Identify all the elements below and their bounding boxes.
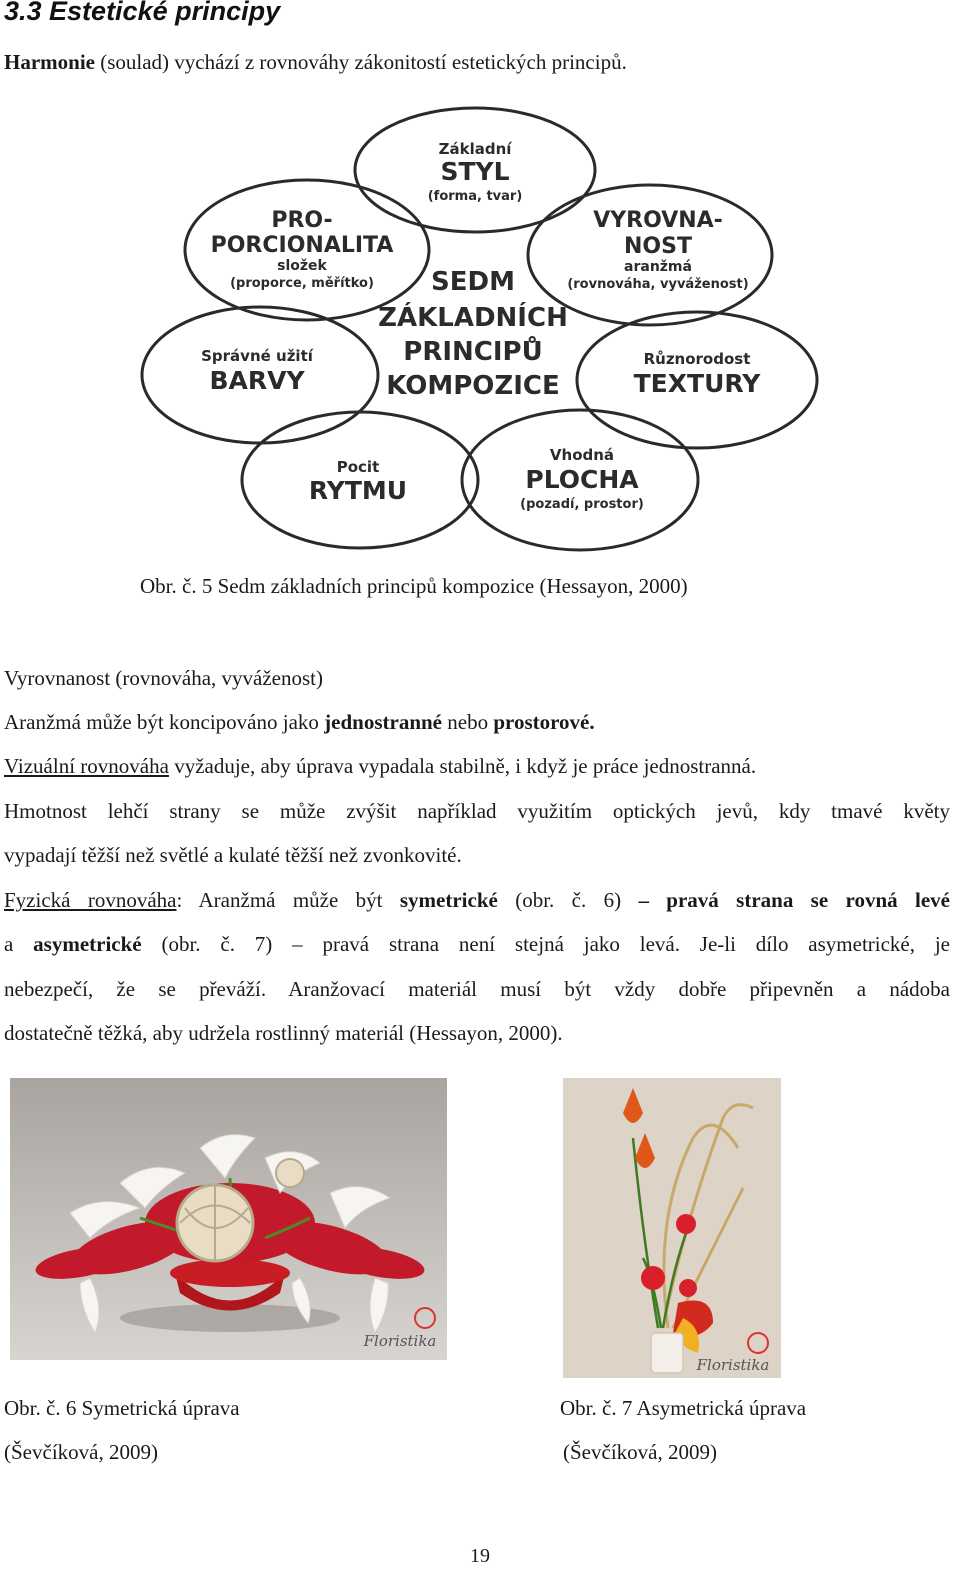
vyr-small: aranžmá [624,259,692,275]
svg-text:Floristika: Floristika [696,1356,770,1374]
symmetric-arrangement-photo [10,1078,447,1360]
center-2: ZÁKLADNÍCH [378,303,568,333]
rytmu-small: Pocit [336,458,380,476]
plocha-sub: (pozadí, prostor) [520,497,644,512]
page-number: 19 [470,1545,490,1567]
paragraph-weight-line1: Hmotnost lehčí strany se může zvýšit například využitím optických jevů, kdy tmavé květy [4,799,950,823]
paragraph-physical-line3: nebezpečí, že se převáží. Aranžovací materiál musí být vždy dobře připevněn a nádoba [4,977,950,1001]
vyr-sub: (rovnováha, vyváženost) [567,277,749,292]
harmonie-term: Harmonie [4,50,95,74]
asymmetric-arrangement-photo [563,1078,781,1378]
figure6-source: (Ševčíková, 2009) [4,1440,158,1464]
barvy-big: BARVY [209,366,305,395]
styl-big: STYL [440,157,510,186]
section-heading: 3.3 Estetické principy [4,0,281,26]
barvy-small: Správné užití [201,347,313,365]
prop-small: složek [277,258,327,274]
paragraph-physical-line1: Fyzická rovnováha: Aranžmá může být symetrické (obr. č. 6) – pravá strana se rovná levé [4,888,950,912]
center-4: KOMPOZICE [386,371,560,401]
paragraph-arrangement: Aranžmá může být koncipováno jako jednostranné nebo prostorové. [4,710,595,734]
figure7-caption: Obr. č. 7 Asymetrická úprava [560,1396,807,1420]
paragraph-weight-line2: vypadají těžší než světlé a kulaté těžší než zvonkovité. [4,843,462,867]
styl-sub: (forma, tvar) [427,189,523,204]
vyr-big-1: VYROVNA- [593,208,723,233]
principles-diagram [130,90,830,560]
svg-text:Floristika: Floristika [363,1332,437,1350]
vyr-big-2: NOST [624,234,692,259]
paragraph-physical-line2: a asymetrické (obr. č. 7) – pravá strana není stejná jako levá. Je-li dílo asymetrické, je [4,932,950,956]
figure5-caption: Obr. č. 5 Sedm základních principů kompozice (Hessayon, 2000) [140,574,688,598]
prop-big-1: PRO- [271,208,333,233]
paragraph-physical-line4: dostatečně těžká, aby udržela rostlinný materiál (Hessayon, 2000). [4,1021,563,1045]
textury-big: TEXTURY [633,369,761,398]
intro-paragraph: Harmonie (soulad) vychází z rovnováhy zákonitostí estetických principů. [4,50,627,74]
plocha-small: Vhodná [549,446,615,464]
textury-small: Různorodost [643,350,751,368]
paragraph-visual-balance: Vizuální rovnováha vyžaduje, aby úprava vypadala stabilně, i když je práce jednostranná. [4,754,757,778]
figure6-caption: Obr. č. 6 Symetrická úprava [4,1396,240,1420]
prop-big-2: PORCIONALITA [210,233,394,258]
center-1: SEDM [431,267,515,297]
balance-title: Vyrovnanost (rovnováha, vyváženost) [4,666,323,690]
figure7-source: (Ševčíková, 2009) [563,1440,717,1464]
styl-small: Základní [438,140,512,158]
plocha-big: PLOCHA [525,465,639,494]
center-3: PRINCIPŮ [403,337,543,367]
prop-sub: (proporce, měřítko) [230,276,374,291]
rytmu-big: RYTMU [308,476,408,505]
